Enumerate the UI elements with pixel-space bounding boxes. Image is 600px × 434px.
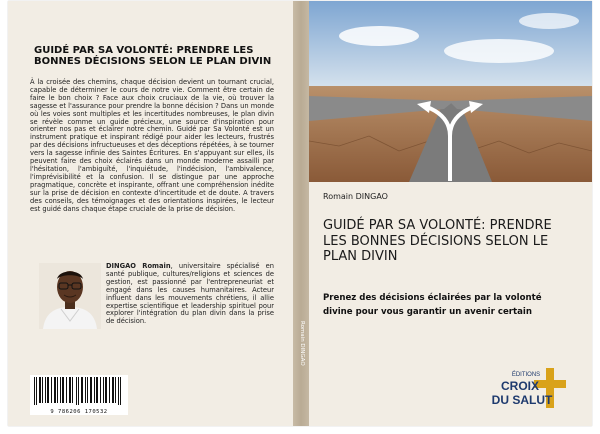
author-bio-text: , universitaire spécialisé en santé publique, cultures/religions et sciences de gestion, est passionné par l'entrepreneuriat et engagé dans les causes humanitaires. Acteur influent dans les mouvements chrétiens, il allie expertise scientifique et leadership spirituel pour explorer l'intégration du plan divin dans la prise de décision. [106,262,274,326]
author-photo [39,263,101,329]
publisher-logo [486,366,576,410]
publisher-line2: CROIX [500,379,540,393]
crossroads-photo [309,1,592,182]
spine [293,1,309,426]
book-cover [8,1,592,426]
front-subtitle: Prenez des décisions éclairées par la volonté divine pour vous garantir un avenir certain [323,293,542,317]
isbn-barcode [30,375,128,415]
front-author: Romain DINGAO [323,192,388,201]
front-cover [309,1,592,426]
front-title: GUIDÉ PAR SA VOLONTÉ: PRENDRE LES BONNES DÉCISIONS SELON LE PLAN DIVIN [323,218,552,264]
isbn-number: 9 786206 170532 [50,409,108,415]
back-cover-title: GUIDÉ PAR SA VOLONTÉ: PRENDRE LES BONNES DÉCISIONS SELON LE PLAN DIVIN [34,45,272,67]
author-bio [106,263,274,326]
publisher-line1: ÉDITIONS [511,372,541,378]
publisher-line3: DU SALUT [491,393,553,407]
back-cover-description: À la croisée des chemins, chaque décision devient un tournant crucial, capable de déterminer le cours de notre vie. Comment être certain de faire le bon choix ? Face aux choix cruciaux de la vie, où trouver la sagesse et l'assurance pour prendre la bonne décision ? Dans un monde où les voies sont multiples et les incertitudes nombreuses, le plan divin se révèle comme un guide précieux, une source d'inspiration pour orienter nos pas et éclairer notre chemin. Guidé par Sa Volonté est un instrument pratique et inspirant rédigé pour aider les lecteurs, frustrés par des décisions infructueuses et des déceptions répétées, à se tourner vers la sagesse infinie des Saintes Écritures. En s'appuyant sur elles, ils peuvent faire des choix éclairés dans un monde moderne assailli par l'hésitation, l'ambiguïté, l'inquiétude, l'indécision, l'ambivalence, l'imprévisibilité et la confusion. Il se distingue par une approche pragmatique, concrète et inspirante, offrant une compréhension inédite sur la prise de décision en contexte d'incertitude et de doute. A travers des conseils, des témoignages et des orientations inspirées, le lecteur est guidé dans chaque étape cruciale de la prise de décision. [30,78,274,213]
spine-author: Romain DINGAO [299,321,305,366]
back-cover [8,1,293,426]
author-name: DINGAO Romain [106,262,171,270]
